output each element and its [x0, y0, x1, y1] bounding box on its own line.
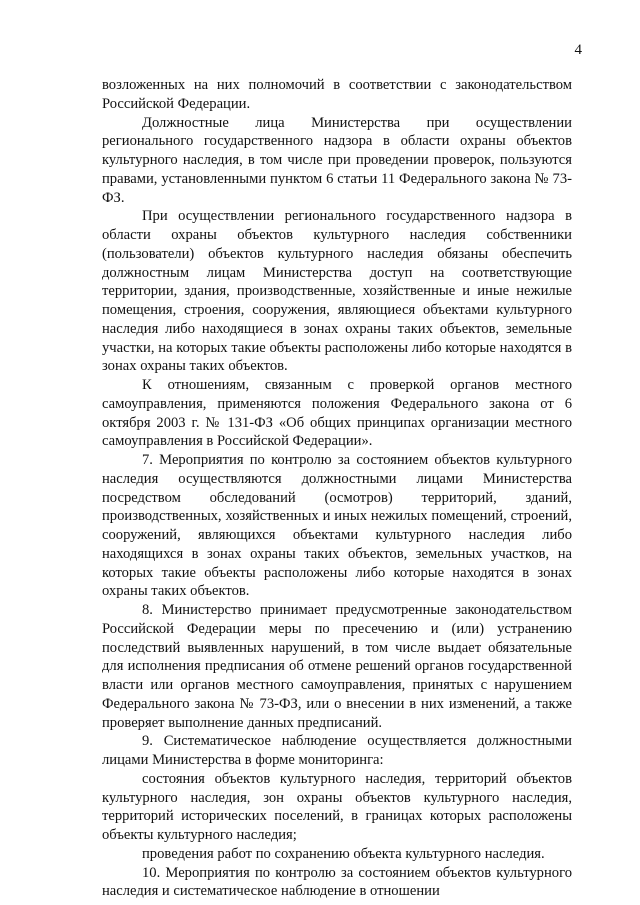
paragraph-owners-access: При осуществлении регионального государственного надзора в области охраны объектов культурного наследия собственники (пользователи) объектов культурного наследия обязаны обеспечить должностным лицам Министерства доступ на соответствующие территории, здания, производственные, хозяйственные и иные нежилые помещения, строения, сооружения, являющиеся объектами культурного наследия либо находящиеся в зонах охраны таких объектов, земельные участки, на которых такие объекты расположены либо которые находятся в зонах охраны таких объектов.	[102, 208, 572, 375]
paragraph-continuation: возложенных на них полномочий в соответствии с законодательством Российской Федерации.	[102, 77, 572, 112]
paragraph-monitoring-state: состояния объектов культурного наследия, территорий объектов культурного наследия, зон охраны объектов культурного наследия, территорий исторических поселений, в границах которых расположены объекты культурного наследия;	[102, 770, 572, 843]
paragraph-monitoring-works: проведения работ по сохранению объекта культурного наследия.	[142, 845, 545, 862]
paragraph-item-8: 8. Министерство принимает предусмотренные законодательством Российской Федерации меры по пресечению и (или) устранению последствий выявленных нарушений, в том числе выдает обязательные для исполнения предписания об отмене решений органов государственной власти или органов местного самоуправления, принятых с нарушением Федерального закона № 73-ФЗ, или о внесении в них изменений, а также проверяет выполнение данных предписаний.	[102, 602, 572, 731]
paragraph-officials-rights: Должностные лица Министерства при осуществлении регионального государственного надзора в области охраны объектов культурного наследия, в том числе при проведении проверок, пользуются правами, установленными пунктом 6 статьи 11 Федерального закона № 73-ФЗ.	[102, 114, 572, 206]
paragraph-local-self-government: К отношениям, связанным с проверкой органов местного самоуправления, применяются положения Федерального закона от 6 октября 2003 г. № 131-ФЗ «Об общих принципах организации местного самоуправления в Российской Федерации».	[102, 377, 572, 450]
paragraph-item-9: 9. Систематическое наблюдение осуществляется должностными лицами Министерства в форме мониторинга:	[102, 733, 572, 768]
page-number: 4	[574, 42, 582, 58]
paragraph-item-10: 10. Мероприятия по контролю за состоянием объектов культурного наследия и систематическое наблюдение в отношении	[102, 864, 572, 900]
document-body	[102, 76, 572, 901]
paragraph-item-7: 7. Мероприятия по контролю за состоянием объектов культурного наследия осуществляются должностными лицами Министерства посредством обследований (осмотров) территорий, зданий, производственных, хозяйственных и иных нежилых помещений, строений, сооружений, являющихся объектами культурного наследия либо находящихся в зонах охраны таких объектов, земельных участков, на которых такие объекты расположены либо которые находятся в зонах охраны таких объектов.	[102, 452, 572, 600]
